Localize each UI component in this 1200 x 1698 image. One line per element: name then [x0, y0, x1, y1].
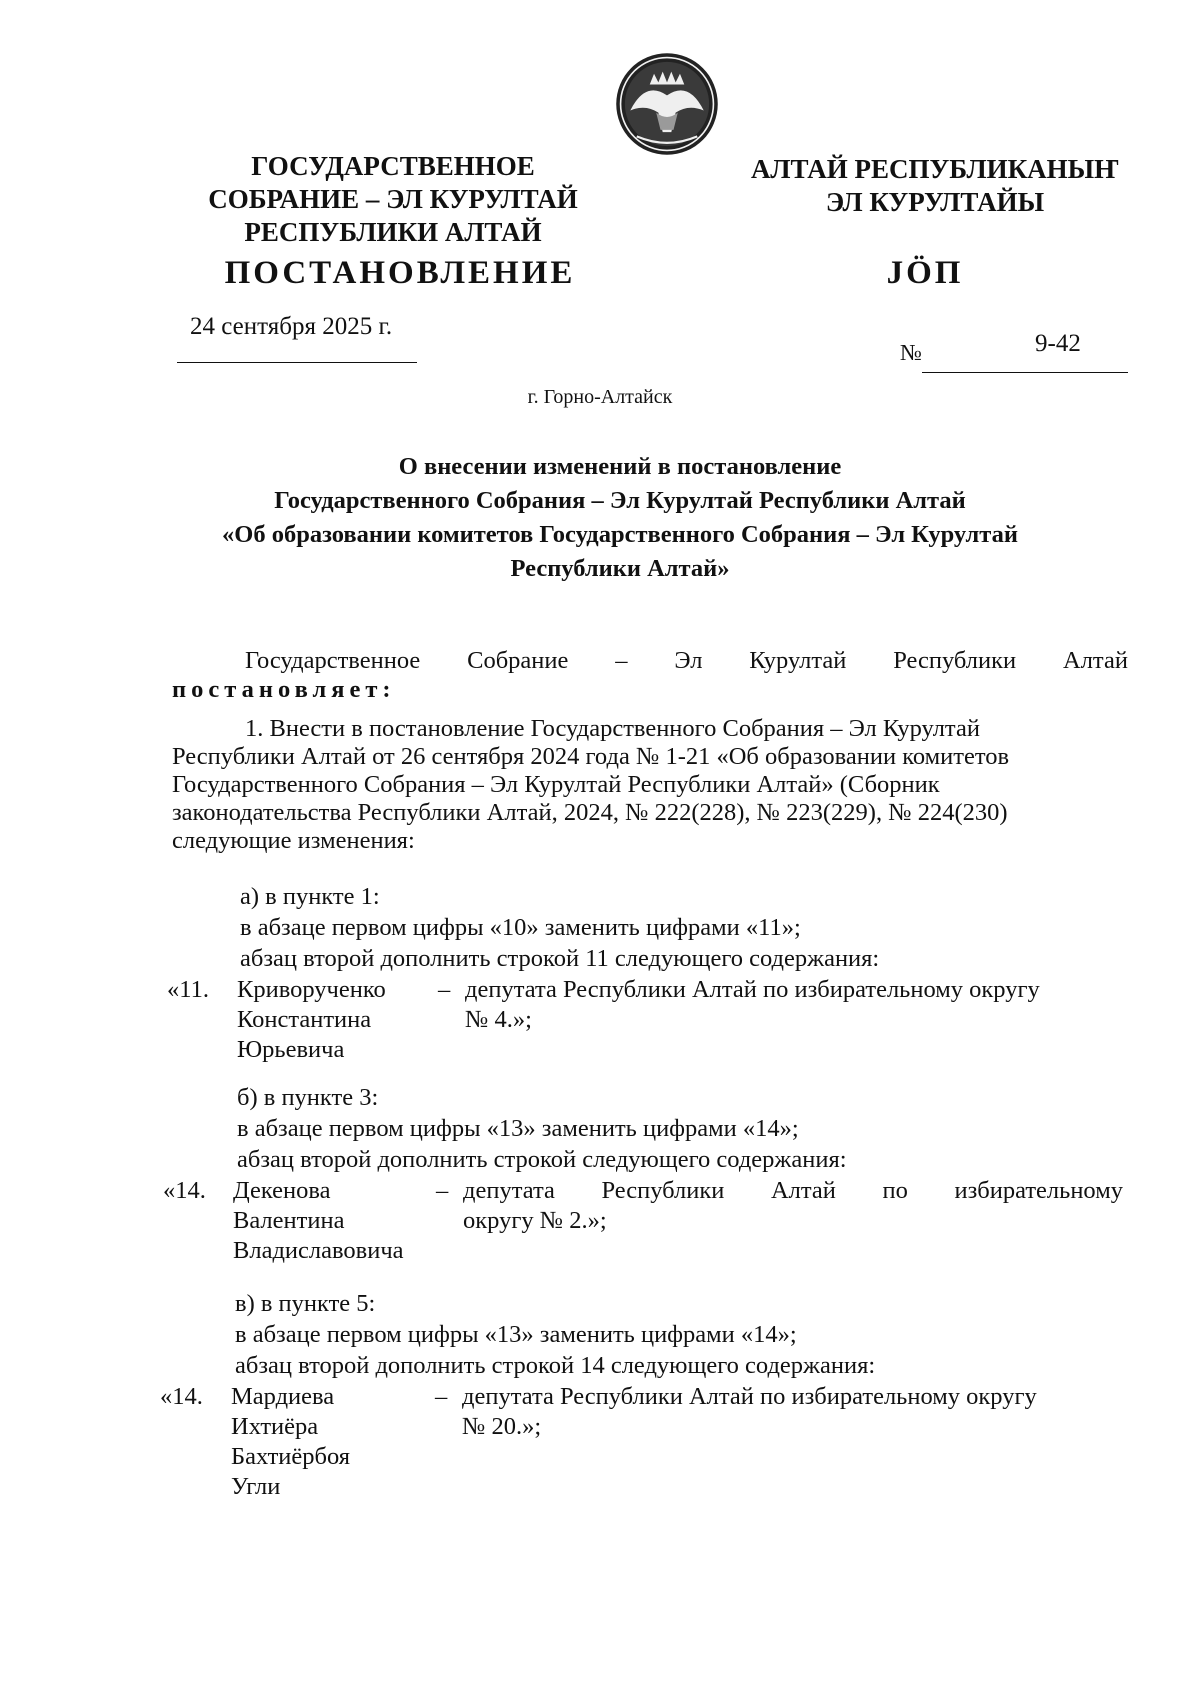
section-heading: б) в пункте 3: — [237, 1084, 379, 1111]
paragraph-line: законодательства Республики Алтай, 2024, № 222(228), № 223(229), № 224(230) — [172, 799, 1008, 826]
deputy-name: Ихтиёра — [231, 1413, 319, 1440]
intro-word: Эл — [674, 647, 703, 674]
deputy-description: депутата Республики Алтай по избирательному округу — [462, 1383, 1037, 1410]
document-date: 24 сентября 2025 г. — [190, 313, 393, 340]
section-line: в абзаце первом цифры «13» заменить цифрами «14»; — [237, 1115, 799, 1142]
description-word: Алтай — [770, 1177, 836, 1204]
issuer-line: СОБРАНИЕ – ЭЛ КУРУЛТАЙ — [208, 184, 578, 214]
number-underline — [922, 372, 1128, 373]
issuer-name-altai — [720, 153, 1150, 219]
item-dash: – — [435, 1383, 448, 1410]
title-line: «Об образовании комитетов Государственного Собрания – Эл Курултай — [222, 521, 1018, 548]
description-word: избирательному — [954, 1177, 1123, 1204]
issuer-line: ЭЛ КУРУЛТАЙЫ — [825, 187, 1045, 217]
section-line: абзац второй дополнить строкой 11 следующего содержания: — [240, 945, 880, 972]
date-underline — [177, 362, 417, 363]
intro-line — [245, 647, 1128, 675]
document-type-russian: ПОСТАНОВЛЕНИЕ — [224, 255, 576, 291]
description-word: Республики — [601, 1177, 725, 1204]
intro-word: Государственное — [245, 647, 421, 674]
intro-word: Собрание — [467, 647, 569, 674]
item-dash: – — [438, 976, 451, 1003]
item-number: «14. — [160, 1383, 203, 1410]
section-line: в абзаце первом цифры «13» заменить цифрами «14»; — [235, 1321, 797, 1348]
paragraph-line: Государственного Собрания – Эл Курултай Республики Алтай» (Сборник — [172, 771, 940, 798]
description-word: по — [882, 1177, 908, 1204]
deputy-name: Константина — [237, 1006, 372, 1033]
intro-word: – — [615, 647, 628, 674]
deputy-name: Владиславовича — [233, 1237, 404, 1264]
intro-word: Республики — [893, 647, 1017, 674]
deputy-description: № 4.»; — [465, 1006, 532, 1033]
issuer-line: ГОСУДАРСТВЕННОЕ — [251, 151, 535, 181]
deputy-name: Юрьевича — [237, 1036, 345, 1063]
paragraph-line: 1. Внести в постановление Государственного Собрания – Эл Курултай — [245, 715, 980, 742]
description-word: депутата — [463, 1177, 555, 1204]
title-line: О внесении изменений в постановление — [398, 453, 842, 480]
resolves-word: постановляет: — [172, 676, 396, 703]
deputy-description — [463, 1177, 1123, 1205]
item-number: «14. — [163, 1177, 206, 1204]
issuer-line: РЕСПУБЛИКИ АЛТАЙ — [244, 217, 542, 247]
intro-word: Курултай — [749, 647, 847, 674]
deputy-name: Угли — [231, 1473, 281, 1500]
coat-of-arms-icon — [613, 50, 721, 158]
deputy-name: Бахтиёрбоя — [231, 1443, 351, 1470]
city: г. Горно-Алтайск — [527, 386, 673, 408]
number-sign: № — [900, 340, 922, 365]
section-line: абзац второй дополнить строкой 14 следующего содержания: — [235, 1352, 876, 1379]
item-number: «11. — [167, 976, 209, 1003]
issuer-line: АЛТАЙ РЕСПУБЛИКАНЫҤ — [750, 154, 1120, 184]
intro-word: Алтай — [1063, 647, 1128, 674]
issuer-name-russian — [175, 150, 611, 249]
item-dash: – — [436, 1177, 449, 1204]
document-type-altai: JÖП — [886, 255, 964, 291]
section-line: в абзаце первом цифры «10» заменить цифрами «11»; — [240, 914, 801, 941]
deputy-description: депутата Республики Алтай по избирательному округу — [465, 976, 1040, 1003]
document-title — [150, 450, 1090, 586]
paragraph-line: следующие изменения: — [172, 827, 415, 854]
paragraph-1 — [172, 715, 1128, 855]
deputy-name: Мардиева — [231, 1383, 335, 1410]
title-line: Государственного Собрания – Эл Курултай Республики Алтай — [274, 487, 966, 514]
section-line: абзац второй дополнить строкой следующего содержания: — [237, 1146, 847, 1173]
title-line: Республики Алтай» — [510, 555, 730, 582]
deputy-name: Валентина — [233, 1207, 345, 1234]
deputy-name: Декенова — [233, 1177, 331, 1204]
section-heading: а) в пункте 1: — [240, 883, 380, 910]
section-heading: в) в пункте 5: — [235, 1290, 376, 1317]
deputy-description: № 20.»; — [462, 1413, 542, 1440]
deputy-description: округу № 2.»; — [463, 1207, 607, 1234]
deputy-name: Криворученко — [237, 976, 386, 1003]
paragraph-line: Республики Алтай от 26 сентября 2024 года № 1-21 «Об образовании комитетов — [172, 743, 1010, 770]
document-number: 9-42 — [1035, 330, 1081, 357]
